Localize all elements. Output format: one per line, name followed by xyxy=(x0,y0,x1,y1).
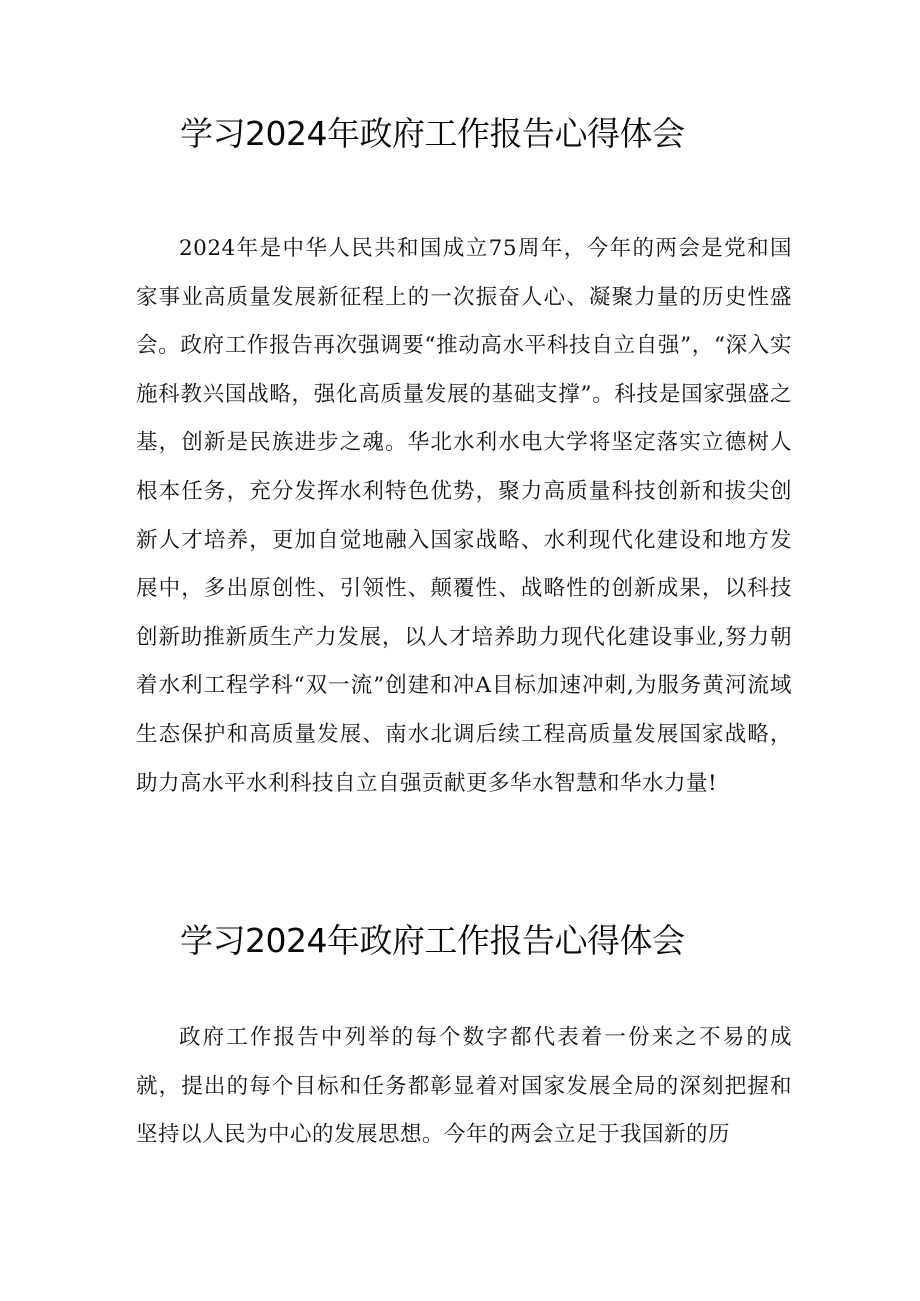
section-paragraph-1: 2024年是中华人民共和国成立75周年，今年的两会是党和国家事业高质量发展新征程上的一次振奋人心、凝聚力量的历史性盛会。政府工作报告再次强调要“推动高水平科技自立自强”，“深入实施科教兴国战略，强化高质量发展的基础支撑”。科技是国家强盛之基，创新是民族进步之魂。华北水利水电大学将坚定落实立德树人根本任务，充分发挥水利特色优势，聚力高质量科技创新和拔尖创新人才培养，更加自觉地融入国家战略、水利现代化建设和地方发展中，多出原创性、引领性、颠覆性、战略性的创新成果，以科技创新助推新质生产力发展，以人才培养助力现代化建设事业,努力朝着水利工程学科“双一流”创建和冲A目标加速冲刺,为服务黄河流域生态保护和高质量发展、南水北调后续工程高质量发展国家战略，助力高水平水利科技自立自强贡献更多华水智慧和华水力量! xyxy=(136,236,792,796)
section-title-2: 学习2024年政府工作报告心得体会 xyxy=(180,921,685,960)
section-paragraph-2: 政府工作报告中列举的每个数字都代表着一份来之不易的成就，提出的每个目标和任务都彰显着对国家发展全局的深刻把握和坚持以人民为中心的发展思想。今年的两会立足于我国新的历 xyxy=(136,1025,792,1148)
section-title-1: 学习2024年政府工作报告心得体会 xyxy=(180,114,685,153)
